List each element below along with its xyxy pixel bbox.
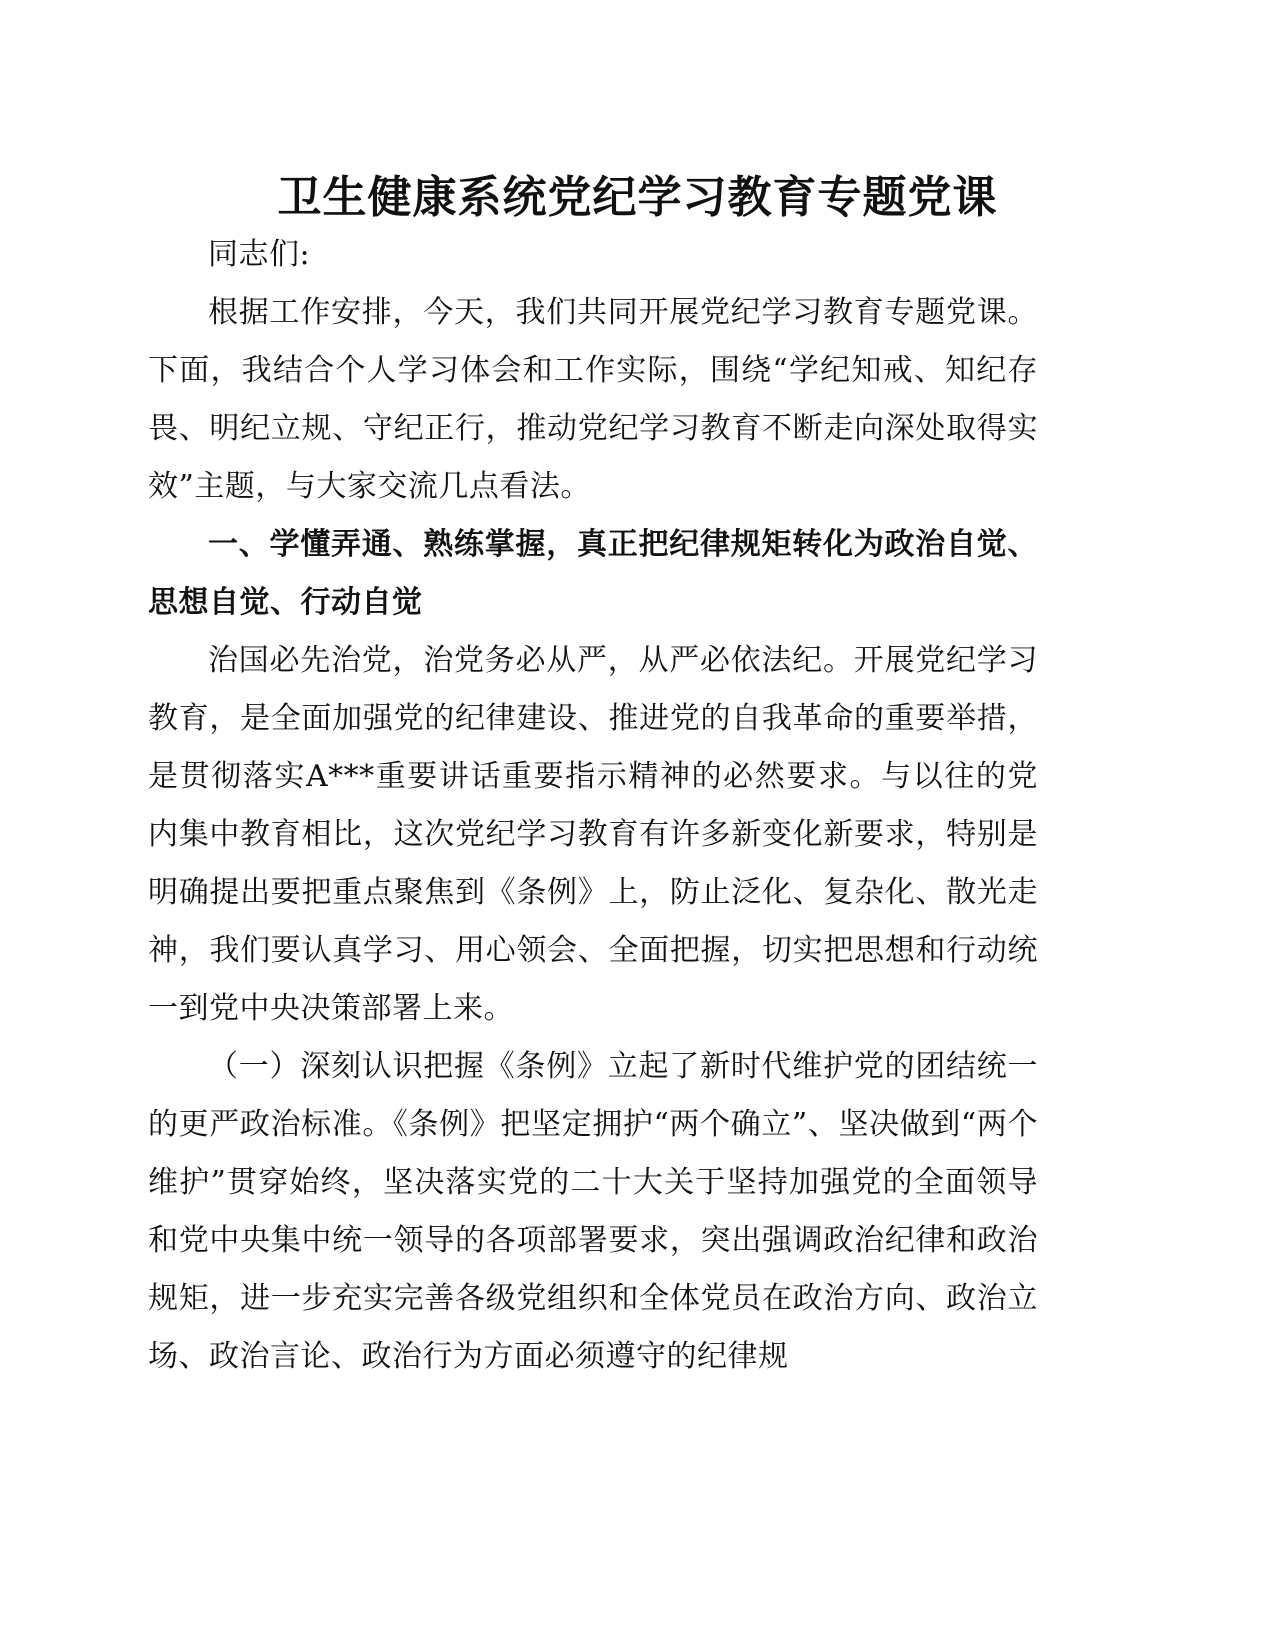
document-title: 卫生健康系统党纪学习教育专题党课 [277, 172, 998, 223]
section-1-paragraph: 治国必先治党，治党务必从严，从严必依法纪。开展党纪学习教育，是全面加强党的纪律建设、推进党的自我革命的重要举措，是贯彻落实A***重要讲话重要指示精神的必然要求。与以往的党内集中教育相比，这次党纪学习教育有许多新变化新要求，特别是明确提出要把重点聚焦到《条例》上，防止泛化、复杂化、散光走神，我们要认真学习、用心领会、全面把握，切实把思想和行动统一到党中央决策部署上来。 [148, 643, 1038, 1026]
subsection-1-paragraph: （一）深刻认识把握《条例》立起了新时代维护党的团结统一的更严政治标准。《条例》把坚定拥护“两个确立”、坚决做到“两个维护”贯穿始终，坚决落实党的二十大关于坚持加强党的全面领导和党中央集中统一领导的各项部署要求，突出强调政治纪律和政治规矩，进一步充实完善各级党组织和全体党员在政治方向、政治立场、政治言论、政治行为方面必须遵守的纪律规 [148, 1049, 1038, 1374]
greeting-paragraph: 同志们: [208, 237, 311, 272]
document-body [148, 226, 1038, 1386]
section-heading-1: 一、学懂弄通、熟练掌握，真正把纪律规矩转化为政治自觉、思想自觉、行动自觉 [148, 527, 1038, 620]
intro-paragraph: 根据工作安排，今天，我们共同开展党纪学习教育专题党课。下面，我结合个人学习体会和工作实际，围绕“学纪知戒、知纪存畏、明纪立规、守纪正行，推动党纪学习教育不断走向深处取得实效”主题，与大家交流几点看法。 [148, 295, 1038, 504]
